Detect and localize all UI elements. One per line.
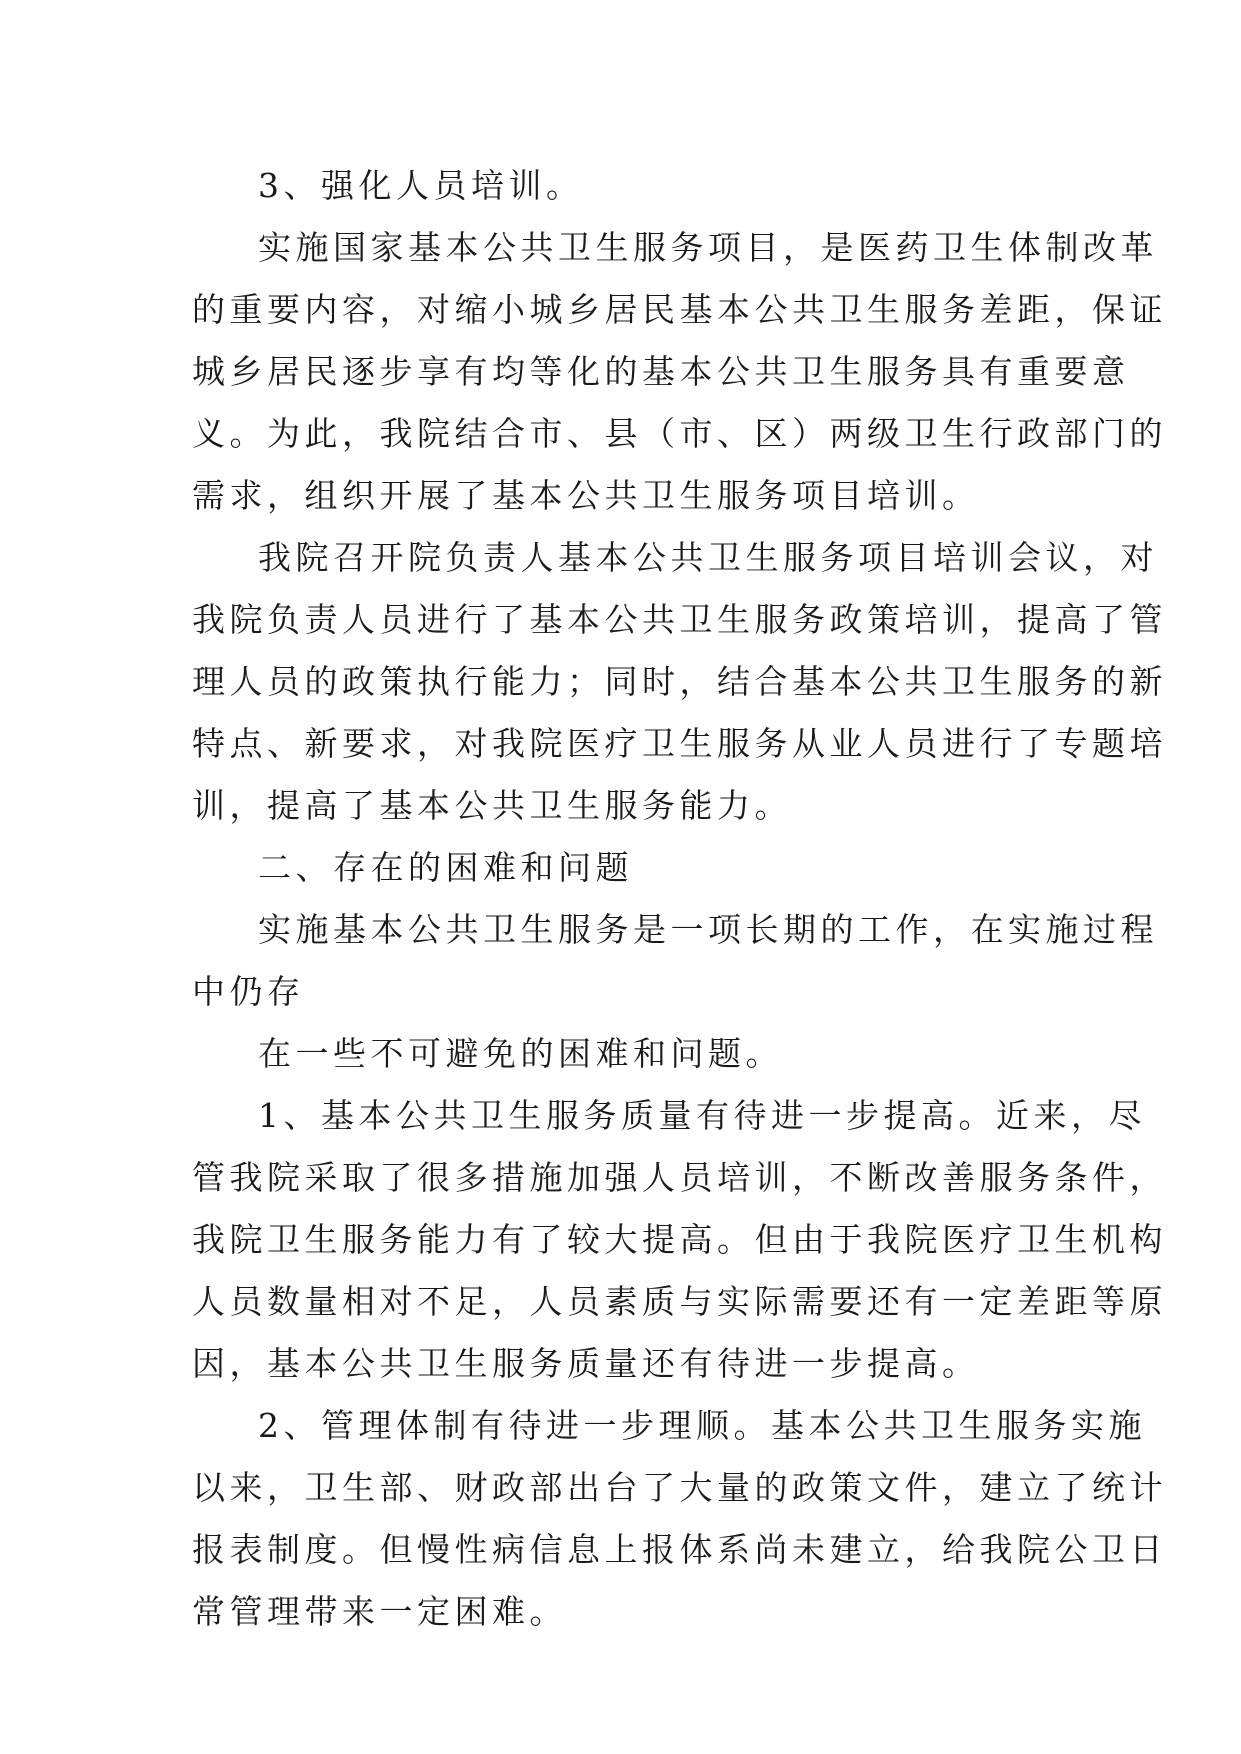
document-body — [192, 155, 1167, 1643]
text-line: 实施基本公共卫生服务是一项长期的工作，在实施过程 — [258, 910, 1158, 949]
text-line: 我院召开院负责人基本公共卫生服务项目培训会议，对 — [258, 538, 1158, 577]
text-line: 管我院采取了很多措施加强人员培训，不断改善服务条件， — [192, 1158, 1167, 1197]
text-line: 实施国家基本公共卫生服务项目，是医药卫生体制改革 — [258, 228, 1158, 267]
text-line: 训，提高了基本公共卫生服务能力。 — [192, 786, 792, 825]
text-line: 中仍存 — [192, 972, 305, 1011]
text-line: 在一些不可避免的困难和问题。 — [258, 1034, 783, 1073]
section-heading: 二、存在的困难和问题 — [258, 848, 633, 887]
text-line: 2、管理体制有待进一步理顺。基本公共卫生服务实施 — [258, 1406, 1146, 1445]
text-line: 人员数量相对不足，人员素质与实际需要还有一定差距等原 — [192, 1282, 1167, 1321]
text-line: 3、强化人员培训。 — [258, 166, 584, 205]
text-line: 的重要内容，对缩小城乡居民基本公共卫生服务差距，保证 — [192, 290, 1167, 329]
text-line: 理人员的政策执行能力；同时，结合基本公共卫生服务的新 — [192, 662, 1167, 701]
text-line: 城乡居民逐步享有均等化的基本公共卫生服务具有重要意 — [192, 352, 1130, 391]
text-line: 常管理带来一定困难。 — [192, 1592, 567, 1631]
text-line: 以来，卫生部、财政部出台了大量的政策文件，建立了统计 — [192, 1468, 1167, 1507]
text-line: 需求，组织开展了基本公共卫生服务项目培训。 — [192, 476, 980, 515]
text-line: 1、基本公共卫生服务质量有待进一步提高。近来，尽 — [258, 1096, 1146, 1135]
text-line: 义。为此，我院结合市、县（市、区）两级卫生行政部门的 — [192, 414, 1167, 453]
text-line: 我院卫生服务能力有了较大提高。但由于我院医疗卫生机构 — [192, 1220, 1167, 1259]
text-line: 特点、新要求，对我院医疗卫生服务从业人员进行了专题培 — [192, 724, 1167, 763]
text-line: 因，基本公共卫生服务质量还有待进一步提高。 — [192, 1344, 980, 1383]
text-line: 我院负责人员进行了基本公共卫生服务政策培训，提高了管 — [192, 600, 1167, 639]
text-line: 报表制度。但慢性病信息上报体系尚未建立，给我院公卫日 — [192, 1530, 1167, 1569]
